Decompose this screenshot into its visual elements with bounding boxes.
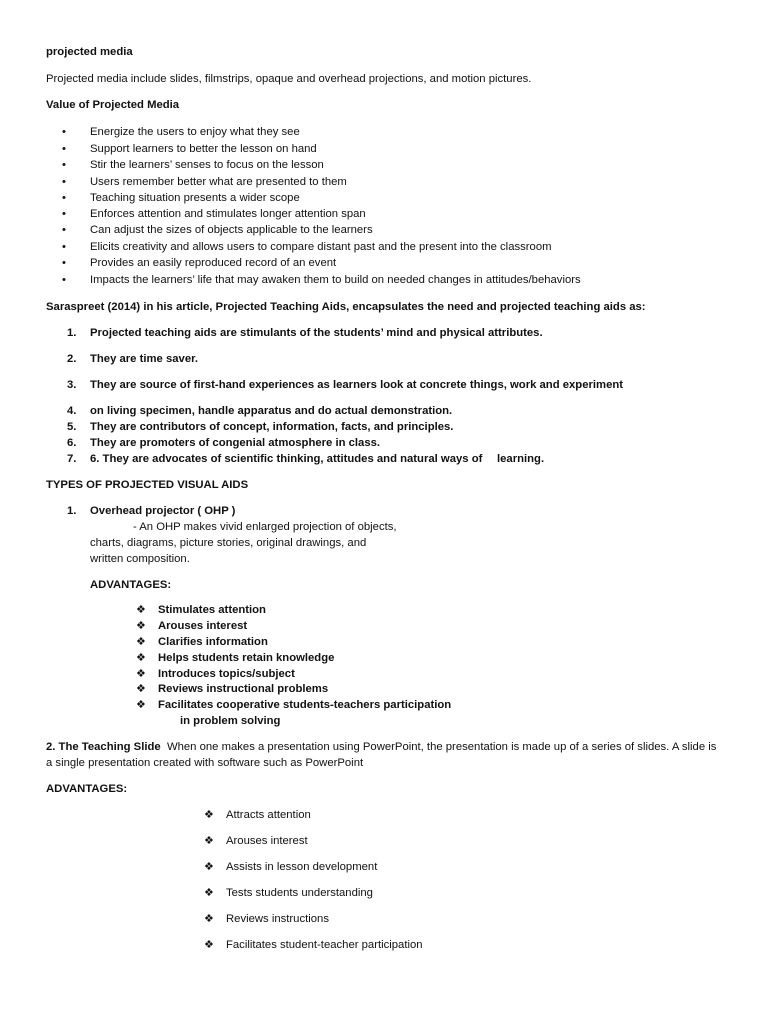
diamond-bullet-icon: ❖ (204, 835, 214, 847)
diamond-bullet-icon: ❖ (136, 683, 146, 695)
list-item-text: Stimulates attention (158, 604, 266, 616)
list-item-text: Assists in lesson development (226, 861, 378, 873)
list-number: 6. (67, 437, 77, 449)
list-item-tail: learning. (497, 453, 545, 465)
ohp-description-line: - An OHP makes vivid enlarged projection of objects, (133, 521, 397, 533)
diamond-bullet-icon: ❖ (204, 913, 214, 925)
list-item-text: Users remember better what are presented to them (90, 176, 347, 188)
list-item-text: Helps students retain knowledge (158, 652, 335, 664)
list-item-text: Projected teaching aids are stimulants of the students’ mind and physical attributes. (90, 327, 543, 339)
list-item-continuation: in problem solving (180, 715, 281, 727)
diamond-bullet-icon: ❖ (204, 939, 214, 951)
list-item-text: 6. They are advocates of scientific thinking, attitudes and natural ways of (90, 453, 483, 465)
list-item-text: They are time saver. (90, 353, 199, 365)
ohp-description-line: written composition. (90, 553, 190, 565)
list-item-text: They are contributors of concept, information, facts, and principles. (90, 421, 454, 433)
value-heading: Value of Projected Media (46, 99, 180, 111)
ohp-title: Overhead projector ( OHP ) (90, 505, 236, 517)
list-item-text: Arouses interest (226, 835, 308, 847)
list-number: 7. (67, 453, 77, 465)
diamond-bullet-icon: ❖ (204, 887, 214, 899)
intro-paragraph: Projected media include slides, filmstrips, opaque and overhead projections, and motion pictures. (46, 73, 532, 85)
list-item-text: Tests students understanding (226, 887, 373, 899)
list-item-text: Facilitates student-teacher participation (226, 939, 423, 951)
list-number: 3. (67, 379, 77, 391)
list-item-text: Impacts the learners’ life that may awaken them to build on needed changes in attitudes/behaviors (90, 274, 581, 286)
list-item-text: Teaching situation presents a wider scope (90, 192, 300, 204)
list-item-text: Elicits creativity and allows users to compare distant past and the present into the classroom (90, 241, 552, 253)
bullet-icon: • (62, 257, 66, 269)
types-heading: TYPES OF PROJECTED VISUAL AIDS (46, 479, 249, 491)
list-item-text: Facilitates cooperative students-teachers participation (158, 699, 452, 711)
list-item-text: Reviews instructional problems (158, 683, 329, 695)
diamond-bullet-icon: ❖ (204, 861, 214, 873)
ohp-description-line: charts, diagrams, picture stories, original drawings, and (90, 537, 367, 549)
bullet-icon: • (62, 208, 66, 220)
diamond-bullet-icon: ❖ (136, 604, 146, 616)
list-item-text: Clarifies information (158, 636, 268, 648)
list-item-text: Enforces attention and stimulates longer attention span (90, 208, 366, 220)
list-item-text: Reviews instructions (226, 913, 329, 925)
diamond-bullet-icon: ❖ (204, 809, 214, 821)
list-item-text: Stir the learners’ senses to focus on the lesson (90, 159, 324, 171)
ohp-number: 1. (67, 505, 77, 517)
list-item-text: Provides an easily reproduced record of an event (90, 257, 337, 269)
list-item-text: Support learners to better the lesson on hand (90, 143, 317, 155)
list-number: 5. (67, 421, 77, 433)
slide-advantages-label: ADVANTAGES: (46, 783, 128, 795)
bullet-icon: • (62, 274, 66, 286)
list-number: 2. (67, 353, 77, 365)
diamond-bullet-icon: ❖ (136, 699, 146, 711)
diamond-bullet-icon: ❖ (136, 636, 146, 648)
slide-paragraph-line (46, 742, 716, 753)
list-item-text: Introduces topics/subject (158, 668, 295, 680)
list-item-text: They are source of first-hand experiences as learners look at concrete things, work and experiment (90, 379, 624, 391)
page-heading: projected media (46, 46, 133, 58)
list-item-text: Can adjust the sizes of objects applicable to the learners (90, 224, 373, 236)
list-number: 1. (67, 327, 77, 339)
slide-title: 2. The Teaching Slide (46, 741, 161, 753)
diamond-bullet-icon: ❖ (136, 652, 146, 664)
bullet-icon: • (62, 176, 66, 188)
list-number: 4. (67, 405, 77, 417)
diamond-bullet-icon: ❖ (136, 620, 146, 632)
slide-description: When one makes a presentation using PowerPoint, the presentation is made up of a series of slides. A slide is (166, 741, 717, 753)
list-item-text: Energize the users to enjoy what they see (90, 126, 300, 138)
list-item-text: on living specimen, handle apparatus and do actual demonstration. (90, 405, 453, 417)
list-item-text: Arouses interest (158, 620, 248, 632)
bullet-icon: • (62, 224, 66, 236)
list-item-text: Attracts attention (226, 809, 311, 821)
diamond-bullet-icon: ❖ (136, 668, 146, 680)
bullet-icon: • (62, 159, 66, 171)
bullet-icon: • (62, 143, 66, 155)
saraspreet-intro: Saraspreet (2014) in his article, Projected Teaching Aids, encapsulates the need and projected teaching aids as: (46, 301, 646, 313)
ohp-advantages-label: ADVANTAGES: (90, 579, 172, 591)
bullet-icon: • (62, 241, 66, 253)
bullet-icon: • (62, 192, 66, 204)
list-item-text: They are promoters of congenial atmosphere in class. (90, 437, 381, 449)
bullet-icon: • (62, 126, 66, 138)
slide-description-line: a single presentation created with software such as PowerPoint (46, 757, 364, 769)
